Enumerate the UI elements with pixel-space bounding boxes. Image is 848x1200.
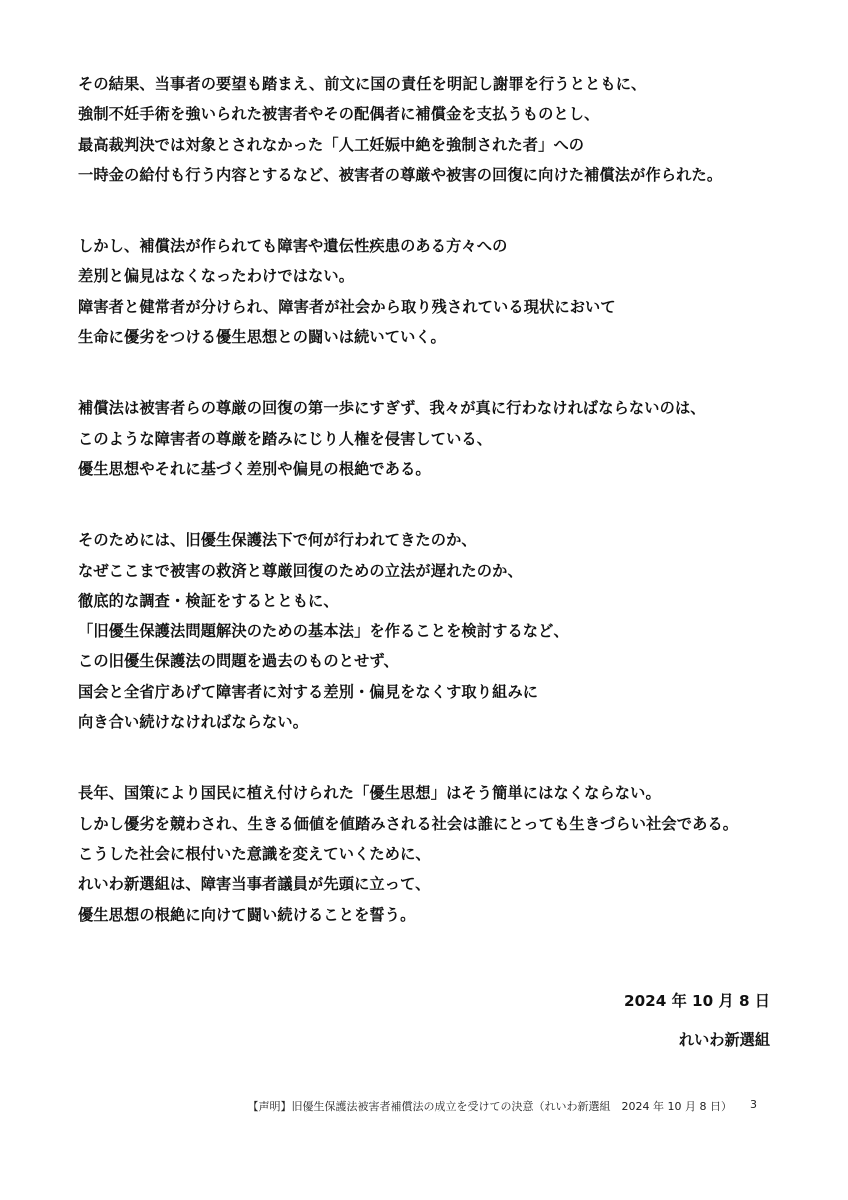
text-line: こうした社会に根付いた意識を変えていくために、 <box>78 844 431 863</box>
text-line: 優生思想の根絶に向けて闘い続けることを誓う。 <box>78 905 416 924</box>
footer-title: 【声明】旧優生保護法被害者補償法の成立を受けての決意（れいわ新選組 2024 年 10 月 8 日） <box>247 1100 732 1113</box>
text-line: このような障害者の尊厳を踏みにじり人権を侵害している、 <box>78 429 493 448</box>
text-line: れいわ新選組は、障害当事者議員が先頭に立って、 <box>78 875 431 894</box>
text-line: しかし、補償法が作られても障害や遺伝性疾患のある方々への <box>78 237 508 256</box>
text-line: 強制不妊手術を強いられた被害者やその配偶者に補償金を支払うものとし、 <box>78 105 600 124</box>
organization-name: れいわ新選組 <box>678 1031 770 1049</box>
signature-block <box>624 986 770 1055</box>
paragraph <box>78 393 798 484</box>
text-line: 「旧優生保護法問題解決のための基本法」を作ることを検討するなど、 <box>78 622 569 641</box>
text-line: 生命に優劣をつける優生思想との闘いは続いていく。 <box>78 328 446 347</box>
text-line: 向き合い続けなければならない。 <box>78 713 309 732</box>
text-line: 差別と偏見はなくなったわけではない。 <box>78 267 355 286</box>
text-line: その結果、当事者の要望も踏まえ、前文に国の責任を明記し謝罪を行うとともに、 <box>78 75 647 93</box>
text-line: 最高裁判決では対象とされなかった「人工妊娠中絶を強制された者」への <box>78 135 585 154</box>
text-line: そのためには、旧優生保護法下で何が行われてきたのか、 <box>78 531 477 550</box>
text-line: 優生思想やそれに基づく差別や偏見の根絶である。 <box>78 459 431 478</box>
paragraph <box>78 231 798 352</box>
statement-body <box>78 69 798 971</box>
text-line: 補償法は被害者らの尊厳の回復の第一歩にすぎず、我々が真に行わなければならないのは、 <box>78 399 706 418</box>
page-number: 3 <box>750 1098 757 1111</box>
text-line: 国会と全省庁あげて障害者に対する差別・偏見をなくす取り組みに <box>78 682 539 701</box>
text-line: 長年、国策により国民に植え付けられた「優生思想」はそう簡単にはなくならない。 <box>78 784 661 803</box>
paragraph <box>78 525 798 737</box>
text-line: 一時金の給付も行う内容とするなど、被害者の尊厳や被害の回復に向けた補償法が作られた。 <box>78 165 723 184</box>
statement-date: 2024 年 10 月 8 日 <box>624 992 770 1010</box>
text-line: しかし優劣を競わされ、生きる価値を値踏みされる社会は誰にとっても生きづらい社会である。 <box>78 814 739 833</box>
text-line: この旧優生保護法の問題を過去のものとせず、 <box>78 652 399 671</box>
text-line: なぜここまで被害の救済と尊厳回復のための立法が遅れたのか、 <box>78 561 523 580</box>
paragraph <box>78 778 798 929</box>
paragraph <box>78 69 798 190</box>
text-line: 徹底的な調査・検証をするとともに、 <box>78 591 339 610</box>
text-line: 障害者と健常者が分けられ、障害者が社会から取り残されている現状において <box>78 297 616 316</box>
